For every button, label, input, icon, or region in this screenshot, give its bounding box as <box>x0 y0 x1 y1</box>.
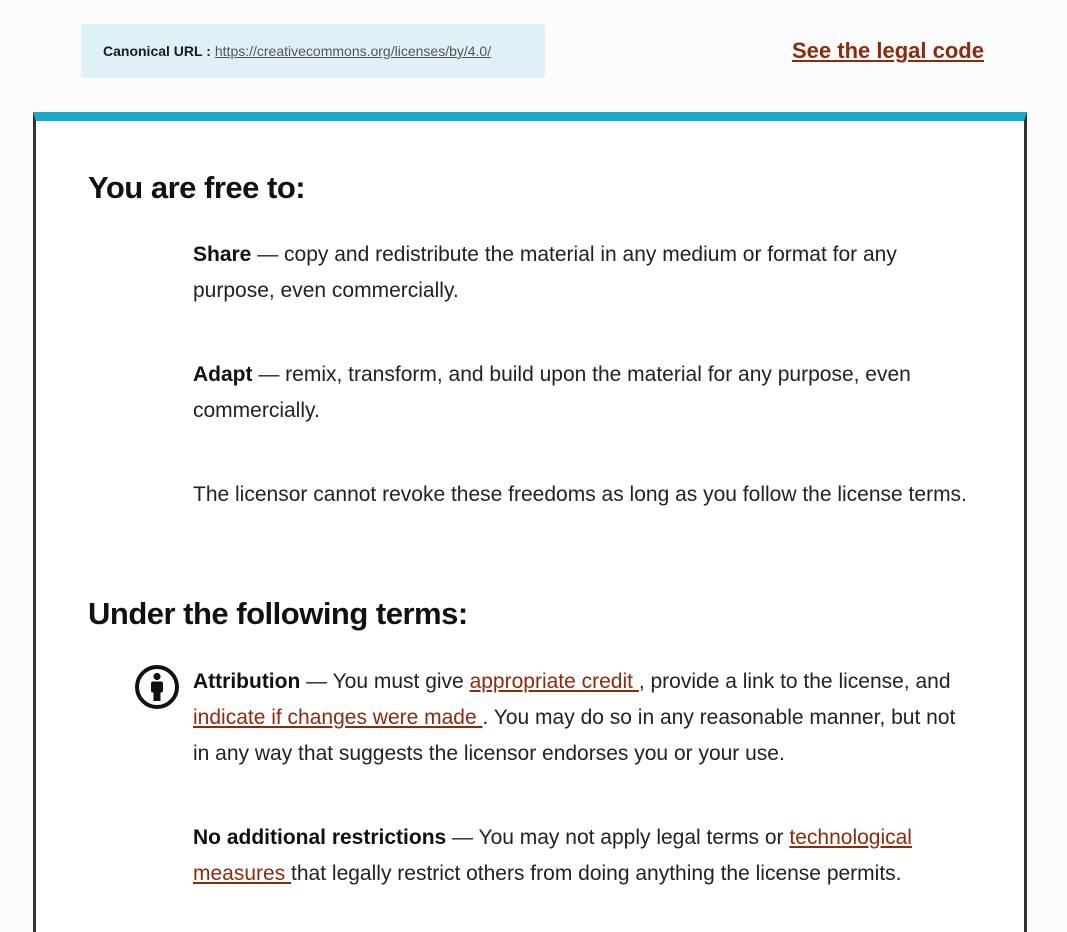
attribution-term: Attribution <box>193 670 301 693</box>
attribution-text-1: — You must give <box>300 670 470 693</box>
free-to-heading: You are free to: <box>88 170 306 205</box>
no-restrictions-paragraph <box>193 820 973 892</box>
share-term: Share <box>193 243 252 266</box>
following-terms-heading: Under the following terms: <box>88 596 468 631</box>
no-restrictions-text-1: — You may not apply legal terms or <box>446 826 790 849</box>
no-restrictions-term: No additional restrictions <box>193 826 447 849</box>
indicate-changes-link[interactable]: indicate if changes were made <box>193 706 483 729</box>
adapt-term: Adapt <box>193 363 253 386</box>
attribution-paragraph <box>193 664 973 772</box>
canonical-url-box <box>81 24 545 78</box>
license-deed-card <box>33 112 1027 932</box>
attribution-person-icon <box>134 664 180 710</box>
attribution-text-2: , provide a link to the license, and <box>638 670 951 693</box>
attribution-text-3: . You may do so in any reasonable manner, but not in any way that suggests the licensor endorses you or your use. <box>193 706 956 765</box>
technological-measures-link[interactable]: technological measures <box>193 826 912 885</box>
adapt-paragraph <box>193 357 973 429</box>
share-paragraph <box>193 237 973 309</box>
adapt-text: — remix, transform, and build upon the material for any purpose, even commercially. <box>193 363 911 422</box>
revoke-note: The licensor cannot revoke these freedoms as long as you follow the license terms. <box>193 483 967 506</box>
see-legal-code-link[interactable]: See the legal code <box>792 38 984 63</box>
canonical-url-label: Canonical URL : <box>103 43 211 59</box>
appropriate-credit-link[interactable]: appropriate credit <box>469 670 639 693</box>
top-bar <box>0 0 1067 108</box>
share-text: — copy and redistribute the material in any medium or format for any purpose, even commercially. <box>193 243 897 302</box>
canonical-url-link[interactable]: https://creativecommons.org/licenses/by/4.0/ <box>214 43 492 59</box>
no-restrictions-text-2: that legally restrict others from doing anything the license permits. <box>291 862 902 885</box>
